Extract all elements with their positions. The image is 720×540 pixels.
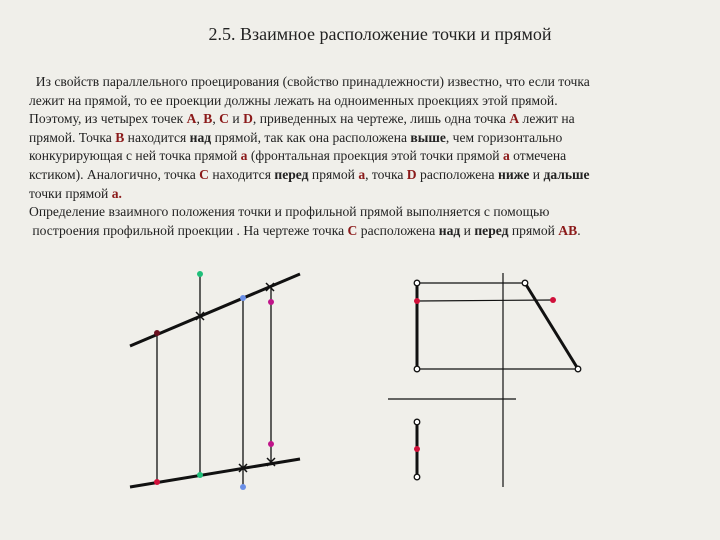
text: Из свойств параллельного проецирования (свойство принадлежности) известно, что если точка <box>29 74 590 89</box>
point-d-frontal <box>268 299 274 305</box>
endpoint <box>414 419 420 425</box>
line-label: a <box>240 148 248 164</box>
point-label: C <box>199 166 209 182</box>
line-label: AB <box>558 222 578 238</box>
text: Определение взаимного положения точки и профильной прямой выполняется с помощью <box>29 204 550 220</box>
point-label: D <box>243 111 253 127</box>
point-label: B <box>115 129 125 145</box>
text: (фронтальная проекция этой точки прямой <box>247 148 503 164</box>
text: точки прямой <box>29 185 112 201</box>
emphasis: ниже <box>497 166 530 182</box>
text: лежит на прямой, то ее проекции должны лежать на одноименных проекциях этой прямой. <box>29 92 558 108</box>
point-label: A <box>186 111 197 127</box>
point-b-horizontal <box>197 472 203 478</box>
line-ab-profile <box>525 283 578 369</box>
emphasis: выше <box>410 129 446 145</box>
point-a-frontal <box>154 330 160 336</box>
line-label: a <box>358 166 366 182</box>
endpoint <box>575 366 581 372</box>
point-c-profile <box>550 297 556 303</box>
text: расположена <box>357 222 439 238</box>
endpoint <box>522 280 528 286</box>
endpoint <box>414 280 420 286</box>
right-profile-drawing <box>388 273 581 487</box>
text: прямой <box>508 222 559 238</box>
text: , точка <box>365 166 407 182</box>
line-label: a <box>502 148 510 164</box>
endpoint <box>414 474 420 480</box>
point-b-frontal <box>197 271 203 277</box>
text: , <box>196 111 204 127</box>
text: , чем горизонтально <box>445 129 563 145</box>
text: кстиком). Аналогично, точка <box>29 166 200 182</box>
text: . <box>118 185 122 201</box>
point-d-horizontal <box>268 441 274 447</box>
point-c-frontal <box>240 295 246 301</box>
cross-marks <box>196 283 275 472</box>
text: прямой, так как она расположена <box>211 129 411 145</box>
point-label: C <box>219 111 229 127</box>
text: и <box>460 222 475 238</box>
text: , приведенных на чертеже, лишь одна точка <box>252 111 510 127</box>
emphasis: перед <box>474 222 509 238</box>
text: , <box>212 111 220 127</box>
line-label: a <box>111 185 119 201</box>
point-label: D <box>406 166 417 182</box>
emphasis: над <box>438 222 461 238</box>
emphasis: дальше <box>543 166 590 182</box>
text: и <box>529 166 544 182</box>
text: . <box>577 222 581 238</box>
text: прямой <box>308 166 359 182</box>
endpoint <box>414 366 420 372</box>
text: лежит на <box>519 111 575 127</box>
point-label: C <box>347 222 358 238</box>
text: прямой. Точка <box>29 129 116 145</box>
text: расположена <box>416 166 498 182</box>
text: отмечена <box>509 148 567 164</box>
points <box>154 271 274 490</box>
point-c-horizontal <box>414 446 420 452</box>
point-label: B <box>203 111 213 127</box>
text: Поэтому, из четырех точек <box>29 111 187 127</box>
text: находится <box>124 129 190 145</box>
point-c-frontal <box>414 298 420 304</box>
page-title: 2.5. Взаимное расположение точки и прямой <box>208 24 552 44</box>
text: конкурирующая с ней точка прямой <box>29 148 241 164</box>
emphasis: над <box>189 129 212 145</box>
point-a-horizontal <box>154 479 160 485</box>
text: находится <box>208 166 275 182</box>
text: построения профильной проекции . На чертеже точка <box>29 222 348 238</box>
point-label: A <box>509 111 520 127</box>
text: и <box>229 111 244 127</box>
emphasis: перед <box>274 166 309 182</box>
left-projection-drawing <box>130 274 300 487</box>
point-c-horizontal <box>240 484 246 490</box>
link-line <box>417 300 553 301</box>
